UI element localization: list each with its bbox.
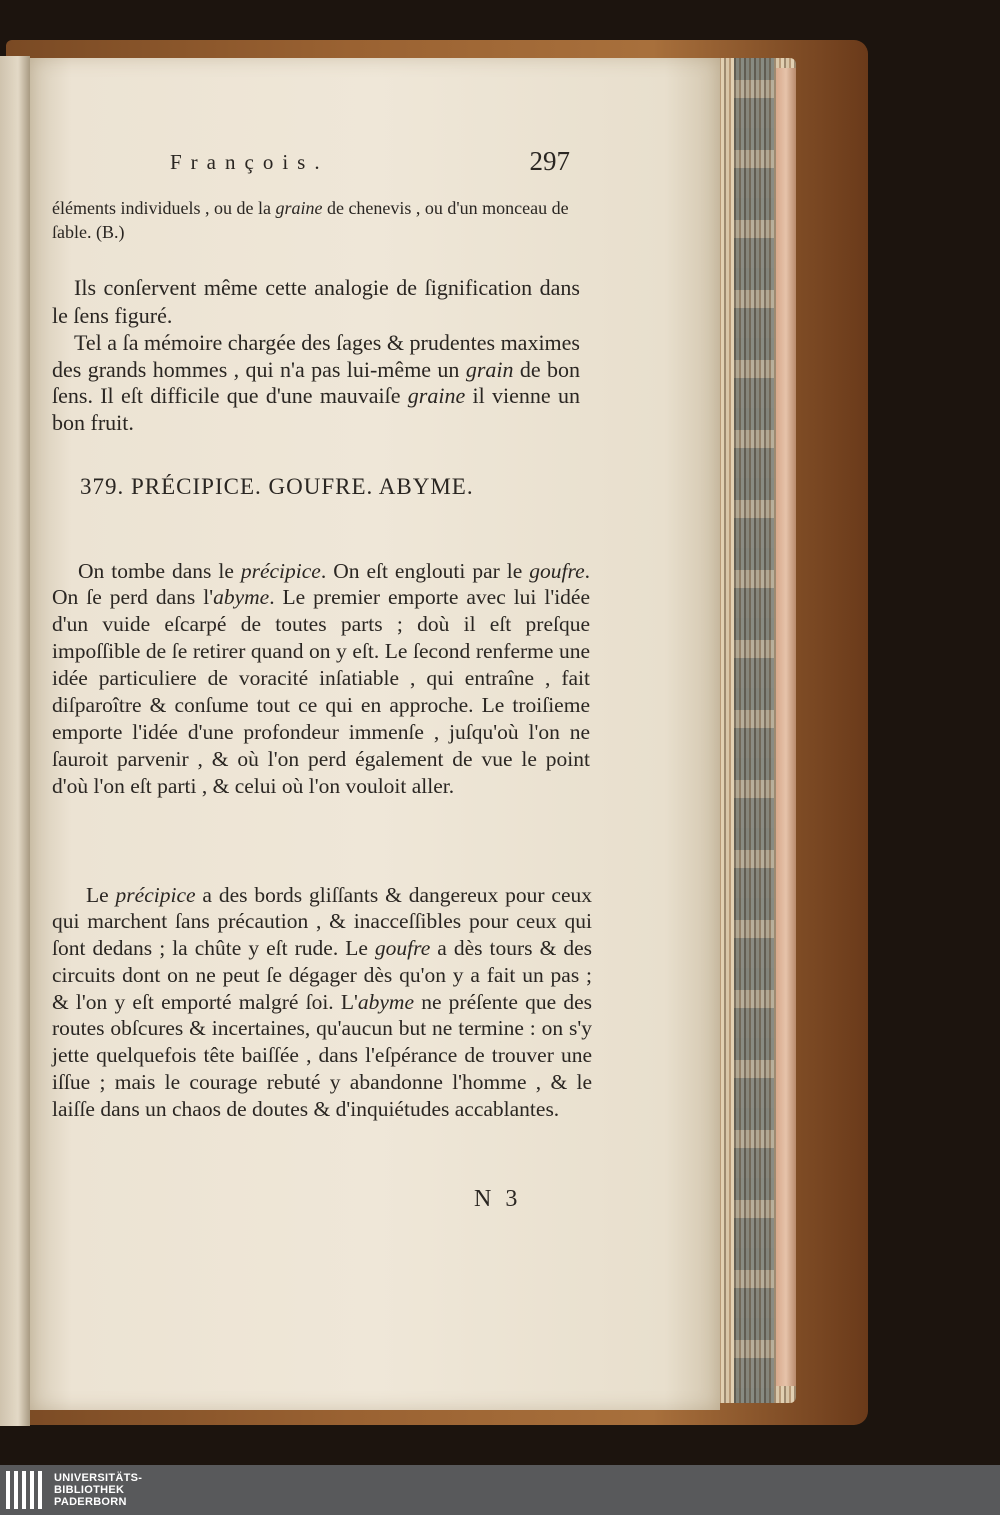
- entry-heading: 379. PRÉCIPICE. GOUFRE. ABYME.: [80, 474, 474, 499]
- paragraph-3: On tombe dans le précipice. On eſt englouti par le goufre. On ſe perd dans l'abyme. Le premier emporte avec lui l'idée d'un vuide eſcarpé de toutes parts ; doù il eſt preſque impoſſible de ſe retirer quand on y eſt. Le ſecond renferme une idée particuliere de voracité inſatiable , qui entraîne , fait diſparoître & conſume tout ce qui en approche. Le troiſieme emporte l'idée d'une profondeur immenſe , juſqu'où l'on ne ſauroit parvenir , & où l'on perd également de vue le point d'où l'on eſt parti , & celui où l'on vouloit aller.: [52, 558, 590, 798]
- library-name: UNIVERSITÄTS- BIBLIOTHEK PADERBORN: [54, 1472, 143, 1508]
- paragraph-2: Tel a ſa mémoire chargée des ſages & prudentes maximes des grands hommes , qui n'a pas lui-même un grain de bon ſens. Il eſt difficile que d'une mauvaiſe graine il vienne un bon fruit.: [52, 330, 580, 435]
- running-head-title: François.: [170, 150, 329, 174]
- paragraph-1: Ils conſervent même cette analogie de ſignification dans le ſens figuré.: [52, 275, 580, 328]
- top-fragment: éléments individuels , ou de la graine de chenevis , ou d'un monceau de ſable. (B.): [52, 198, 569, 242]
- library-footer: [0, 1465, 1000, 1515]
- signature-mark: N 3: [474, 1186, 522, 1212]
- page-number: 297: [529, 146, 570, 176]
- paragraph-4: Le précipice a des bords gliſſants & dangereux pour ceux qui marchent ſans précaution , & inacceſſibles pour ceux qui ſont dedans ; la chûte y eſt rude. Le goufre a dès tours & des circuits dont on ne peut ſe dégager dès qu'on y a fait un pas ; & l'on y eſt emporté malgré ſoi. L'abyme ne préſente que des routes obſcures & incertaines, qu'aucun but ne termine : on s'y jette quelquefois tête baiſſée , dans l'eſpérance de trouver une iſſue ; mais le courage rebuté y abandonne l'homme , & le laiſſe dans un chaos de doutes & d'inquiétudes accablantes.: [52, 882, 592, 1121]
- left-page-edge: [0, 56, 30, 1426]
- running-head: [170, 146, 570, 182]
- library-logo-icon: [6, 1471, 46, 1509]
